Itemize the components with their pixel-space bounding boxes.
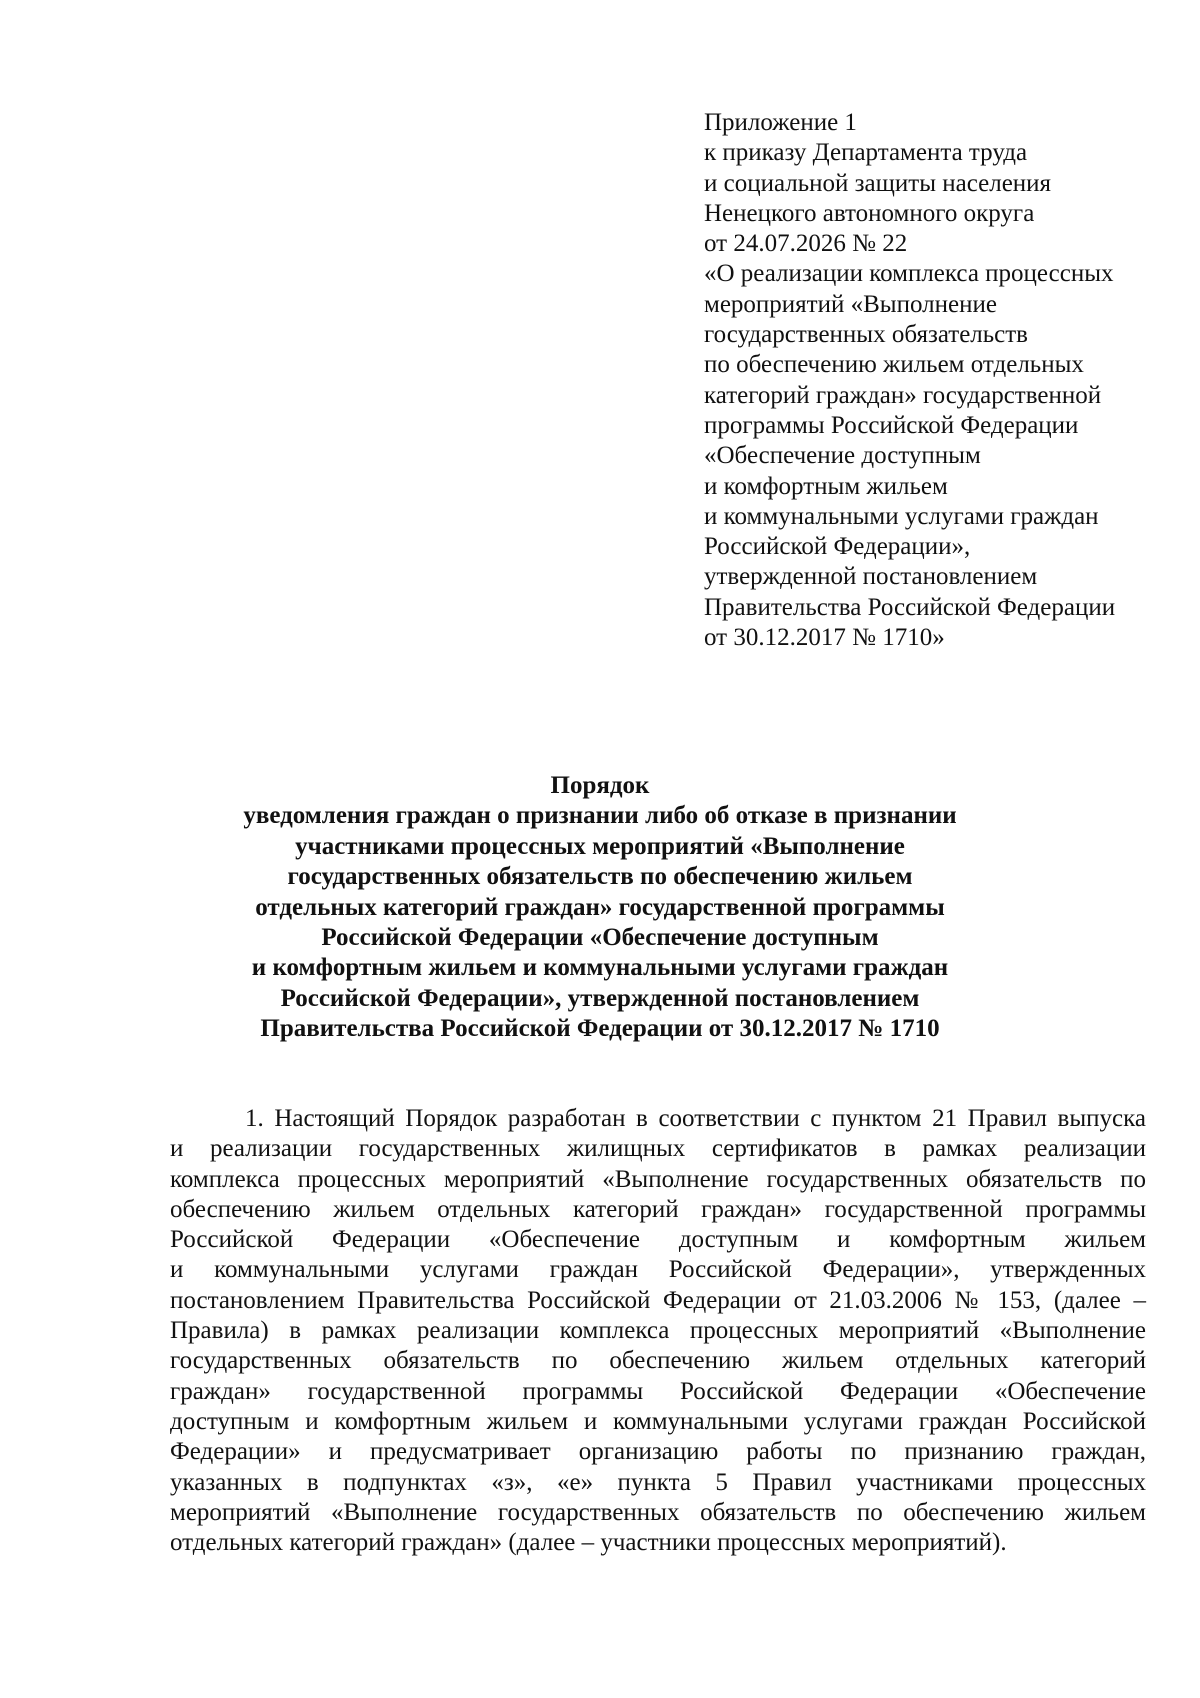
title-line: уведомления граждан о признании либо об отказе в признании (243, 802, 957, 830)
appendix-line: мероприятий «Выполнение (704, 290, 997, 318)
title-line: Российской Федерации «Обеспечение доступным (321, 924, 879, 952)
appendix-block (704, 108, 1174, 653)
paragraph-line: 1. Настоящий Порядок разработан в соответствии с пунктом 21 Правил выпуска (245, 1105, 1146, 1132)
appendix-line: и комфортным жильем (704, 472, 948, 500)
paragraph-line: граждан» государственной программы Российской Федерации «Обеспечение (170, 1377, 1146, 1405)
title-line: участниками процессных мероприятий «Выполнение (295, 832, 905, 860)
paragraph-line: доступным и комфортным жильем и коммунальными услугами граждан Российской (170, 1407, 1146, 1435)
title-line: Правительства Российской Федерации от 30.12.2017 № 1710 (260, 1015, 940, 1043)
paragraph-line: государственных обязательств по обеспечению жильем отдельных категорий (170, 1347, 1146, 1375)
appendix-line: и коммунальными услугами граждан (704, 502, 1099, 530)
appendix-line: «О реализации комплекса процессных (704, 260, 1114, 288)
title-line: Российской Федерации», утвержденной постановлением (280, 984, 920, 1012)
paragraph-line: Правила) в рамках реализации комплекса процессных мероприятий «Выполнение (170, 1317, 1146, 1345)
appendix-line: Российской Федерации», (704, 533, 971, 561)
appendix-line: от 30.12.2017 № 1710» (704, 624, 945, 652)
paragraph-line: Федерации» и предусматривает организацию работы по признанию граждан, (170, 1438, 1146, 1466)
paragraph-1 (170, 1104, 1146, 1558)
appendix-line: программы Российской Федерации (704, 411, 1079, 439)
title-line: и комфортным жильем и коммунальными услугами граждан (251, 954, 949, 982)
document-title (150, 771, 1050, 1045)
appendix-line: к приказу Департамента труда (704, 139, 1028, 167)
paragraph-line: и коммунальными услугами граждан Российской Федерации», утвержденных (170, 1256, 1146, 1284)
paragraph-line: комплекса процессных мероприятий «Выполнение государственных обязательств по (170, 1165, 1146, 1193)
appendix-line: от 24.07.2026 № 22 (704, 230, 908, 258)
appendix-line: Ненецкого автономного округа (704, 199, 1035, 227)
appendix-line: государственных обязательств (704, 321, 1028, 349)
appendix-line: утвержденной постановлением (704, 563, 1038, 591)
paragraph-line: постановлением Правительства Российской Федерации от 21.03.2006 № 153, (далее – (170, 1286, 1146, 1314)
appendix-line: Приложение 1 (704, 109, 857, 136)
title-line: Порядок (550, 772, 650, 799)
paragraph-line: отдельных категорий граждан» (далее – участники процессных мероприятий). (170, 1529, 1007, 1557)
appendix-line: по обеспечению жильем отдельных (704, 351, 1084, 379)
appendix-line: и социальной защиты населения (704, 169, 1052, 197)
paragraph-line: мероприятий «Выполнение государственных обязательств по обеспечению жильем (170, 1498, 1146, 1526)
appendix-line: категорий граждан» государственной (704, 381, 1102, 409)
appendix-line: Правительства Российской Федерации (704, 593, 1116, 621)
appendix-line: «Обеспечение доступным (704, 442, 981, 470)
paragraph-line: и реализации государственных жилищных сертификатов в рамках реализации (170, 1135, 1146, 1163)
paragraph-line: обеспечению жильем отдельных категорий граждан» государственной программы (170, 1195, 1146, 1223)
paragraph-line: Российской Федерации «Обеспечение доступным и комфортным жильем (170, 1226, 1146, 1254)
title-line: отдельных категорий граждан» государственной программы (255, 893, 945, 921)
title-line: государственных обязательств по обеспечению жильем (287, 863, 913, 891)
paragraph-line: указанных в подпунктах «з», «е» пункта 5 Правил участниками процессных (170, 1468, 1146, 1496)
